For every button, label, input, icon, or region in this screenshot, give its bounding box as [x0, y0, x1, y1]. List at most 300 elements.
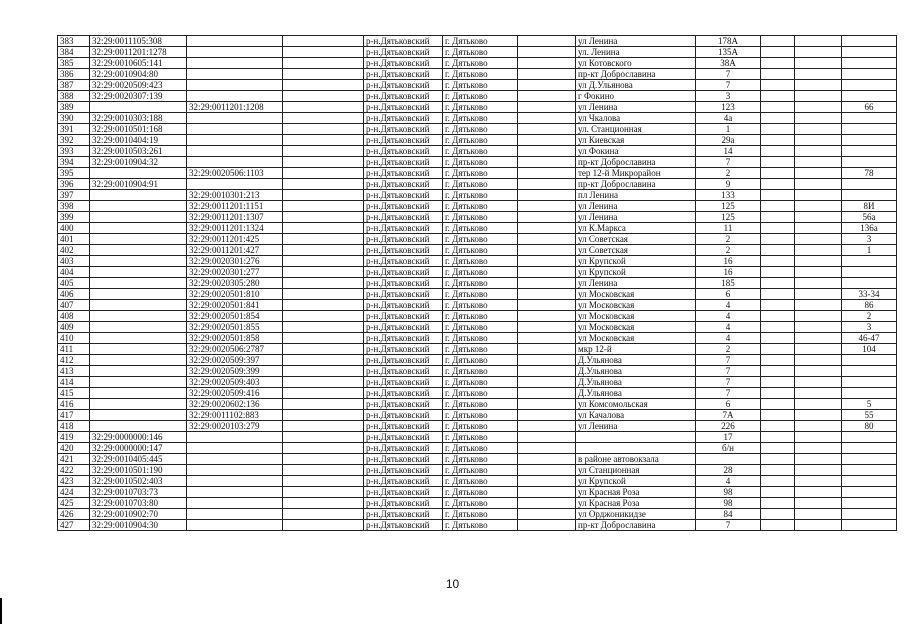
premises-cadastral-number: 32:29:0020301:276	[187, 256, 283, 267]
empty-cell	[761, 267, 795, 278]
cadastral-number: 32:29:0010405:445	[90, 454, 187, 465]
row-number: 383	[58, 36, 90, 47]
empty-cell	[518, 355, 576, 366]
premises-cadastral-number: 32:29:0011102:883	[187, 410, 283, 421]
empty-cell	[518, 432, 576, 443]
district-cell: р-н.Дятьковский	[364, 366, 443, 377]
row-number: 395	[58, 168, 90, 179]
empty-cell	[795, 267, 842, 278]
empty-cell	[795, 157, 842, 168]
row-number: 407	[58, 300, 90, 311]
row-number: 412	[58, 355, 90, 366]
district-cell: р-н.Дятьковский	[364, 432, 443, 443]
empty-cell	[283, 256, 364, 267]
cadastral-number	[90, 300, 187, 311]
table-row	[58, 421, 897, 432]
table-row	[58, 278, 897, 289]
empty-cell	[283, 58, 364, 69]
town-cell: г. Дятьково	[443, 69, 518, 80]
cadastral-number: 32:29:0010503:261	[90, 146, 187, 157]
premises-cadastral-number	[187, 509, 283, 520]
street-cell: ул Московская	[576, 300, 696, 311]
empty-cell	[795, 388, 842, 399]
empty-cell	[518, 201, 576, 212]
house-cell: 7	[696, 366, 761, 377]
street-cell: ул Красная Роза	[576, 487, 696, 498]
street-cell: ул Московская	[576, 322, 696, 333]
registry-table	[57, 35, 897, 531]
empty-cell	[795, 212, 842, 223]
empty-cell	[518, 300, 576, 311]
empty-cell	[761, 487, 795, 498]
flat-cell	[842, 465, 897, 476]
table-row	[58, 124, 897, 135]
empty-cell	[518, 311, 576, 322]
table-row	[58, 69, 897, 80]
flat-cell: 46-47	[842, 333, 897, 344]
house-cell: 4	[696, 333, 761, 344]
empty-cell	[283, 179, 364, 190]
town-cell: г. Дятьково	[443, 410, 518, 421]
empty-cell	[283, 135, 364, 146]
empty-cell	[795, 399, 842, 410]
premises-cadastral-number	[187, 124, 283, 135]
street-cell: ул Ленина	[576, 278, 696, 289]
empty-cell	[795, 278, 842, 289]
town-cell: г. Дятьково	[443, 58, 518, 69]
district-cell: р-н.Дятьковский	[364, 190, 443, 201]
empty-cell	[795, 36, 842, 47]
cadastral-number	[90, 289, 187, 300]
empty-cell	[518, 234, 576, 245]
empty-cell	[283, 311, 364, 322]
district-cell: р-н.Дятьковский	[364, 91, 443, 102]
premises-cadastral-number: 32:29:0020602:136	[187, 399, 283, 410]
street-cell: мкр 12-й	[576, 344, 696, 355]
street-cell: Д.Ульянова	[576, 377, 696, 388]
house-cell: 4а	[696, 113, 761, 124]
table-row	[58, 443, 897, 454]
empty-cell	[795, 333, 842, 344]
empty-cell	[761, 476, 795, 487]
empty-cell	[283, 91, 364, 102]
empty-cell	[283, 509, 364, 520]
empty-cell	[518, 124, 576, 135]
district-cell: р-н.Дятьковский	[364, 410, 443, 421]
cadastral-number	[90, 322, 187, 333]
district-cell: р-н.Дятьковский	[364, 267, 443, 278]
empty-cell	[795, 520, 842, 531]
house-cell: 3	[696, 91, 761, 102]
table-row	[58, 377, 897, 388]
town-cell: г. Дятьково	[443, 267, 518, 278]
empty-cell	[283, 245, 364, 256]
row-number: 423	[58, 476, 90, 487]
empty-cell	[761, 443, 795, 454]
empty-cell	[795, 135, 842, 146]
district-cell: р-н.Дятьковский	[364, 58, 443, 69]
empty-cell	[795, 377, 842, 388]
premises-cadastral-number: 32:29:0020301:277	[187, 267, 283, 278]
flat-cell	[842, 157, 897, 168]
district-cell: р-н.Дятьковский	[364, 146, 443, 157]
town-cell: г. Дятьково	[443, 157, 518, 168]
empty-cell	[761, 102, 795, 113]
house-cell: 14	[696, 146, 761, 157]
district-cell: р-н.Дятьковский	[364, 487, 443, 498]
street-cell: ул Фокина	[576, 146, 696, 157]
street-cell: г Фокино	[576, 91, 696, 102]
premises-cadastral-number	[187, 179, 283, 190]
premises-cadastral-number: 32:29:0011201:1324	[187, 223, 283, 234]
table-row	[58, 289, 897, 300]
flat-cell	[842, 36, 897, 47]
empty-cell	[518, 421, 576, 432]
flat-cell	[842, 498, 897, 509]
street-cell: ул К.Маркса	[576, 223, 696, 234]
street-cell: пр-кт Доброславина	[576, 157, 696, 168]
empty-cell	[283, 168, 364, 179]
empty-cell	[795, 234, 842, 245]
street-cell: ул. Станционная	[576, 124, 696, 135]
flat-cell	[842, 366, 897, 377]
cadastral-number	[90, 256, 187, 267]
empty-cell	[518, 399, 576, 410]
district-cell: р-н.Дятьковский	[364, 443, 443, 454]
empty-cell	[795, 300, 842, 311]
town-cell: г. Дятьково	[443, 311, 518, 322]
empty-cell	[761, 289, 795, 300]
empty-cell	[761, 190, 795, 201]
premises-cadastral-number: 32:29:0020501:810	[187, 289, 283, 300]
empty-cell	[518, 179, 576, 190]
premises-cadastral-number: 32:29:0020506:2787	[187, 344, 283, 355]
empty-cell	[283, 113, 364, 124]
empty-cell	[518, 443, 576, 454]
district-cell: р-н.Дятьковский	[364, 454, 443, 465]
town-cell: г. Дятьково	[443, 509, 518, 520]
house-cell: 98	[696, 498, 761, 509]
town-cell: г. Дятьково	[443, 245, 518, 256]
flat-cell	[842, 476, 897, 487]
street-cell: ул Советская	[576, 234, 696, 245]
house-cell: 7	[696, 355, 761, 366]
empty-cell	[761, 179, 795, 190]
registry-table-body	[58, 36, 897, 531]
cadastral-number: 32:29:0010501:190	[90, 465, 187, 476]
district-cell: р-н.Дятьковский	[364, 311, 443, 322]
premises-cadastral-number: 32:29:0010301:213	[187, 190, 283, 201]
house-cell: 4	[696, 322, 761, 333]
empty-cell	[761, 47, 795, 58]
town-cell: г. Дятьково	[443, 498, 518, 509]
row-number: 390	[58, 113, 90, 124]
empty-cell	[761, 245, 795, 256]
empty-cell	[518, 454, 576, 465]
district-cell: р-н.Дятьковский	[364, 498, 443, 509]
empty-cell	[761, 322, 795, 333]
house-cell: 125	[696, 201, 761, 212]
cadastral-number	[90, 366, 187, 377]
empty-cell	[795, 498, 842, 509]
table-row	[58, 509, 897, 520]
empty-cell	[283, 465, 364, 476]
empty-cell	[761, 124, 795, 135]
empty-cell	[518, 410, 576, 421]
cadastral-number	[90, 168, 187, 179]
town-cell: г. Дятьково	[443, 487, 518, 498]
flat-cell: 1	[842, 245, 897, 256]
empty-cell	[518, 245, 576, 256]
flat-cell: 136а	[842, 223, 897, 234]
flat-cell	[842, 388, 897, 399]
house-cell: 133	[696, 190, 761, 201]
empty-cell	[518, 157, 576, 168]
house-cell: 16	[696, 256, 761, 267]
town-cell: г. Дятьково	[443, 47, 518, 58]
district-cell: р-н.Дятьковский	[364, 333, 443, 344]
table-row	[58, 410, 897, 421]
flat-cell	[842, 69, 897, 80]
empty-cell	[795, 179, 842, 190]
empty-cell	[518, 256, 576, 267]
town-cell: г. Дятьково	[443, 201, 518, 212]
empty-cell	[761, 201, 795, 212]
table-row	[58, 520, 897, 531]
empty-cell	[518, 190, 576, 201]
empty-cell	[518, 168, 576, 179]
row-number: 386	[58, 69, 90, 80]
empty-cell	[795, 256, 842, 267]
house-cell: 2	[696, 168, 761, 179]
empty-cell	[795, 47, 842, 58]
house-cell: 135А	[696, 47, 761, 58]
empty-cell	[761, 69, 795, 80]
empty-cell	[518, 366, 576, 377]
empty-cell	[761, 135, 795, 146]
street-cell: ул Котовского	[576, 58, 696, 69]
empty-cell	[795, 124, 842, 135]
district-cell: р-н.Дятьковский	[364, 179, 443, 190]
district-cell: р-н.Дятьковский	[364, 520, 443, 531]
empty-cell	[795, 80, 842, 91]
empty-cell	[518, 278, 576, 289]
premises-cadastral-number	[187, 454, 283, 465]
town-cell: г. Дятьково	[443, 520, 518, 531]
house-cell: 125	[696, 212, 761, 223]
house-cell: 16	[696, 267, 761, 278]
empty-cell	[283, 157, 364, 168]
row-number: 403	[58, 256, 90, 267]
empty-cell	[795, 58, 842, 69]
premises-cadastral-number	[187, 476, 283, 487]
empty-cell	[518, 377, 576, 388]
cadastral-number	[90, 201, 187, 212]
empty-cell	[761, 168, 795, 179]
flat-cell	[842, 278, 897, 289]
empty-cell	[518, 223, 576, 234]
scan-edge-mark	[0, 598, 2, 624]
empty-cell	[795, 366, 842, 377]
town-cell: г. Дятьково	[443, 355, 518, 366]
empty-cell	[283, 432, 364, 443]
premises-cadastral-number: 32:29:0020501:855	[187, 322, 283, 333]
street-cell: ул Ленина	[576, 102, 696, 113]
table-row	[58, 454, 897, 465]
street-cell	[576, 443, 696, 454]
district-cell: р-н.Дятьковский	[364, 377, 443, 388]
district-cell: р-н.Дятьковский	[364, 168, 443, 179]
empty-cell	[795, 476, 842, 487]
empty-cell	[795, 410, 842, 421]
empty-cell	[518, 487, 576, 498]
flat-cell	[842, 432, 897, 443]
town-cell: г. Дятьково	[443, 465, 518, 476]
empty-cell	[761, 344, 795, 355]
row-number: 391	[58, 124, 90, 135]
flat-cell	[842, 454, 897, 465]
street-cell: ул Московская	[576, 333, 696, 344]
cadastral-number	[90, 102, 187, 113]
page-number: 10	[445, 577, 460, 591]
empty-cell	[518, 520, 576, 531]
table-row	[58, 113, 897, 124]
flat-cell: 56а	[842, 212, 897, 223]
street-cell: пр-кт Доброславина	[576, 179, 696, 190]
town-cell: г. Дятьково	[443, 135, 518, 146]
cadastral-number: 32:29:0010605:141	[90, 58, 187, 69]
town-cell: г. Дятьково	[443, 432, 518, 443]
house-cell: 17	[696, 432, 761, 443]
house-cell: 185	[696, 278, 761, 289]
empty-cell	[283, 124, 364, 135]
empty-cell	[283, 278, 364, 289]
flat-cell: 2	[842, 311, 897, 322]
empty-cell	[795, 113, 842, 124]
cadastral-number	[90, 223, 187, 234]
empty-cell	[283, 421, 364, 432]
premises-cadastral-number	[187, 80, 283, 91]
row-number: 409	[58, 322, 90, 333]
cadastral-number: 32:29:0010502:403	[90, 476, 187, 487]
empty-cell	[283, 234, 364, 245]
cadastral-number	[90, 377, 187, 388]
flat-cell: 33-34	[842, 289, 897, 300]
district-cell: р-н.Дятьковский	[364, 344, 443, 355]
house-cell: 7	[696, 377, 761, 388]
cadastral-number	[90, 421, 187, 432]
empty-cell	[761, 366, 795, 377]
house-cell: 7	[696, 388, 761, 399]
row-number: 400	[58, 223, 90, 234]
table-row	[58, 476, 897, 487]
district-cell: р-н.Дятьковский	[364, 157, 443, 168]
empty-cell	[795, 146, 842, 157]
cadastral-number	[90, 399, 187, 410]
empty-cell	[518, 322, 576, 333]
district-cell: р-н.Дятьковский	[364, 289, 443, 300]
district-cell: р-н.Дятьковский	[364, 355, 443, 366]
town-cell: г. Дятьково	[443, 223, 518, 234]
street-cell: ул Станционная	[576, 465, 696, 476]
empty-cell	[795, 91, 842, 102]
street-cell: ул Советская	[576, 245, 696, 256]
town-cell: г. Дятьково	[443, 234, 518, 245]
row-number: 420	[58, 443, 90, 454]
flat-cell: 3	[842, 322, 897, 333]
empty-cell	[795, 223, 842, 234]
town-cell: г. Дятьково	[443, 454, 518, 465]
row-number: 402	[58, 245, 90, 256]
premises-cadastral-number	[187, 146, 283, 157]
town-cell: г. Дятьково	[443, 190, 518, 201]
flat-cell	[842, 58, 897, 69]
premises-cadastral-number: 32:29:0020103:279	[187, 421, 283, 432]
empty-cell	[795, 465, 842, 476]
empty-cell	[518, 344, 576, 355]
empty-cell	[518, 289, 576, 300]
table-row	[58, 322, 897, 333]
empty-cell	[795, 421, 842, 432]
house-cell: 6	[696, 399, 761, 410]
flat-cell: 55	[842, 410, 897, 421]
premises-cadastral-number	[187, 520, 283, 531]
cadastral-number	[90, 245, 187, 256]
table-row	[58, 366, 897, 377]
empty-cell	[283, 344, 364, 355]
premises-cadastral-number: 32:29:0011201:425	[187, 234, 283, 245]
town-cell: г. Дятьково	[443, 146, 518, 157]
town-cell: г. Дятьково	[443, 80, 518, 91]
district-cell: р-н.Дятьковский	[364, 278, 443, 289]
district-cell: р-н.Дятьковский	[364, 102, 443, 113]
row-number: 405	[58, 278, 90, 289]
town-cell: г. Дятьково	[443, 102, 518, 113]
row-number: 404	[58, 267, 90, 278]
town-cell: г. Дятьково	[443, 421, 518, 432]
empty-cell	[761, 399, 795, 410]
table-row	[58, 190, 897, 201]
table-row	[58, 432, 897, 443]
flat-cell	[842, 80, 897, 91]
empty-cell	[518, 58, 576, 69]
row-number: 389	[58, 102, 90, 113]
house-cell: 7	[696, 69, 761, 80]
row-number: 425	[58, 498, 90, 509]
empty-cell	[283, 399, 364, 410]
district-cell: р-н.Дятьковский	[364, 212, 443, 223]
flat-cell: 86	[842, 300, 897, 311]
premises-cadastral-number	[187, 135, 283, 146]
table-row	[58, 399, 897, 410]
house-cell: 7	[696, 520, 761, 531]
house-cell: 29а	[696, 135, 761, 146]
district-cell: р-н.Дятьковский	[364, 476, 443, 487]
premises-cadastral-number	[187, 157, 283, 168]
premises-cadastral-number	[187, 58, 283, 69]
flat-cell: 80	[842, 421, 897, 432]
empty-cell	[795, 69, 842, 80]
table-row	[58, 498, 897, 509]
empty-cell	[283, 267, 364, 278]
empty-cell	[518, 91, 576, 102]
house-cell: 7	[696, 157, 761, 168]
empty-cell	[283, 300, 364, 311]
flat-cell	[842, 91, 897, 102]
empty-cell	[518, 498, 576, 509]
flat-cell	[842, 146, 897, 157]
table-row	[58, 388, 897, 399]
